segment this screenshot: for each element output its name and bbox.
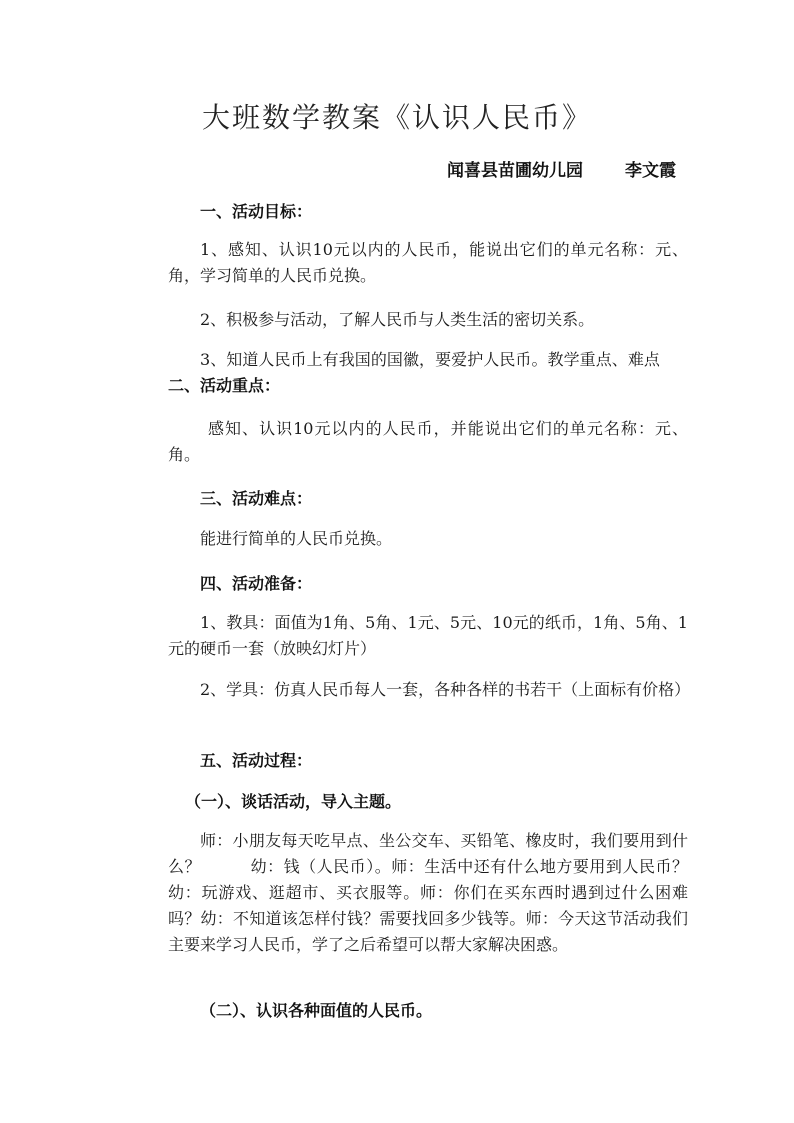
author-org: 闻喜县苗圃幼儿园 (447, 161, 583, 181)
goal-item-3: 3、知道人民币上有我国的国徽，要爱护人民币。教学重点、难点 (200, 350, 660, 369)
author-name: 李文霞 (625, 161, 676, 181)
section-heading-difficulty: 三、活动难点： (200, 489, 313, 508)
author-line (447, 156, 676, 181)
section-heading-goals: 一、活动目标： (200, 202, 313, 221)
document-title: 大班数学教案《认识人民币》 (201, 101, 592, 134)
section-heading-process: 五、活动过程： (200, 751, 313, 770)
key-point-text: 感知、认识10元以内的人民币，并能说出它们的单元名称：元、角。 (168, 419, 688, 464)
step-heading-2: （二）、认识各种面值的人民币。 (200, 1001, 433, 1020)
goal-item-2: 2、积极参与活动，了解人民币与人类生活的密切关系。 (200, 310, 595, 329)
section-heading-preparation: 四、活动准备： (200, 574, 313, 593)
section-heading-key-point: 二、活动重点： (168, 376, 281, 395)
goal-item-1: 1、感知、认识10元以内的人民币，能说出它们的单元名称：元、角，学习简单的人民币兑换。 (168, 240, 688, 285)
prep-item-1: 1、教具：面值为1角、5角、1元、5元、10元的纸币，1角、5角、1元的硬币一套（放映幻灯片） (168, 613, 688, 658)
step-heading-1: （一）、谈话活动，导入主题。 (185, 792, 402, 811)
step-1-text: 师：小朋友每天吃早点、坐公交车、买铅笔、橡皮时，我们要用到什么？ 幼：钱（人民币）。师：生活中还有什么地方要用到人民币？幼：玩游戏、逛超市、买衣服等。师：你们在买东西时遇到过什么困难吗？幼：不知道该怎样付钱？需要找回多少钱等。师：今天这节活动我们主要来学习人民币，学了之后希望可以帮大家解决困惑。 (168, 831, 688, 954)
difficulty-text: 能进行简单的人民币兑换。 (200, 529, 393, 548)
goal-item-3-paragraph (168, 347, 688, 399)
prep-item-2: 2、学具：仿真人民币每人一套，各种各样的书若干（上面标有价格） (200, 680, 691, 699)
